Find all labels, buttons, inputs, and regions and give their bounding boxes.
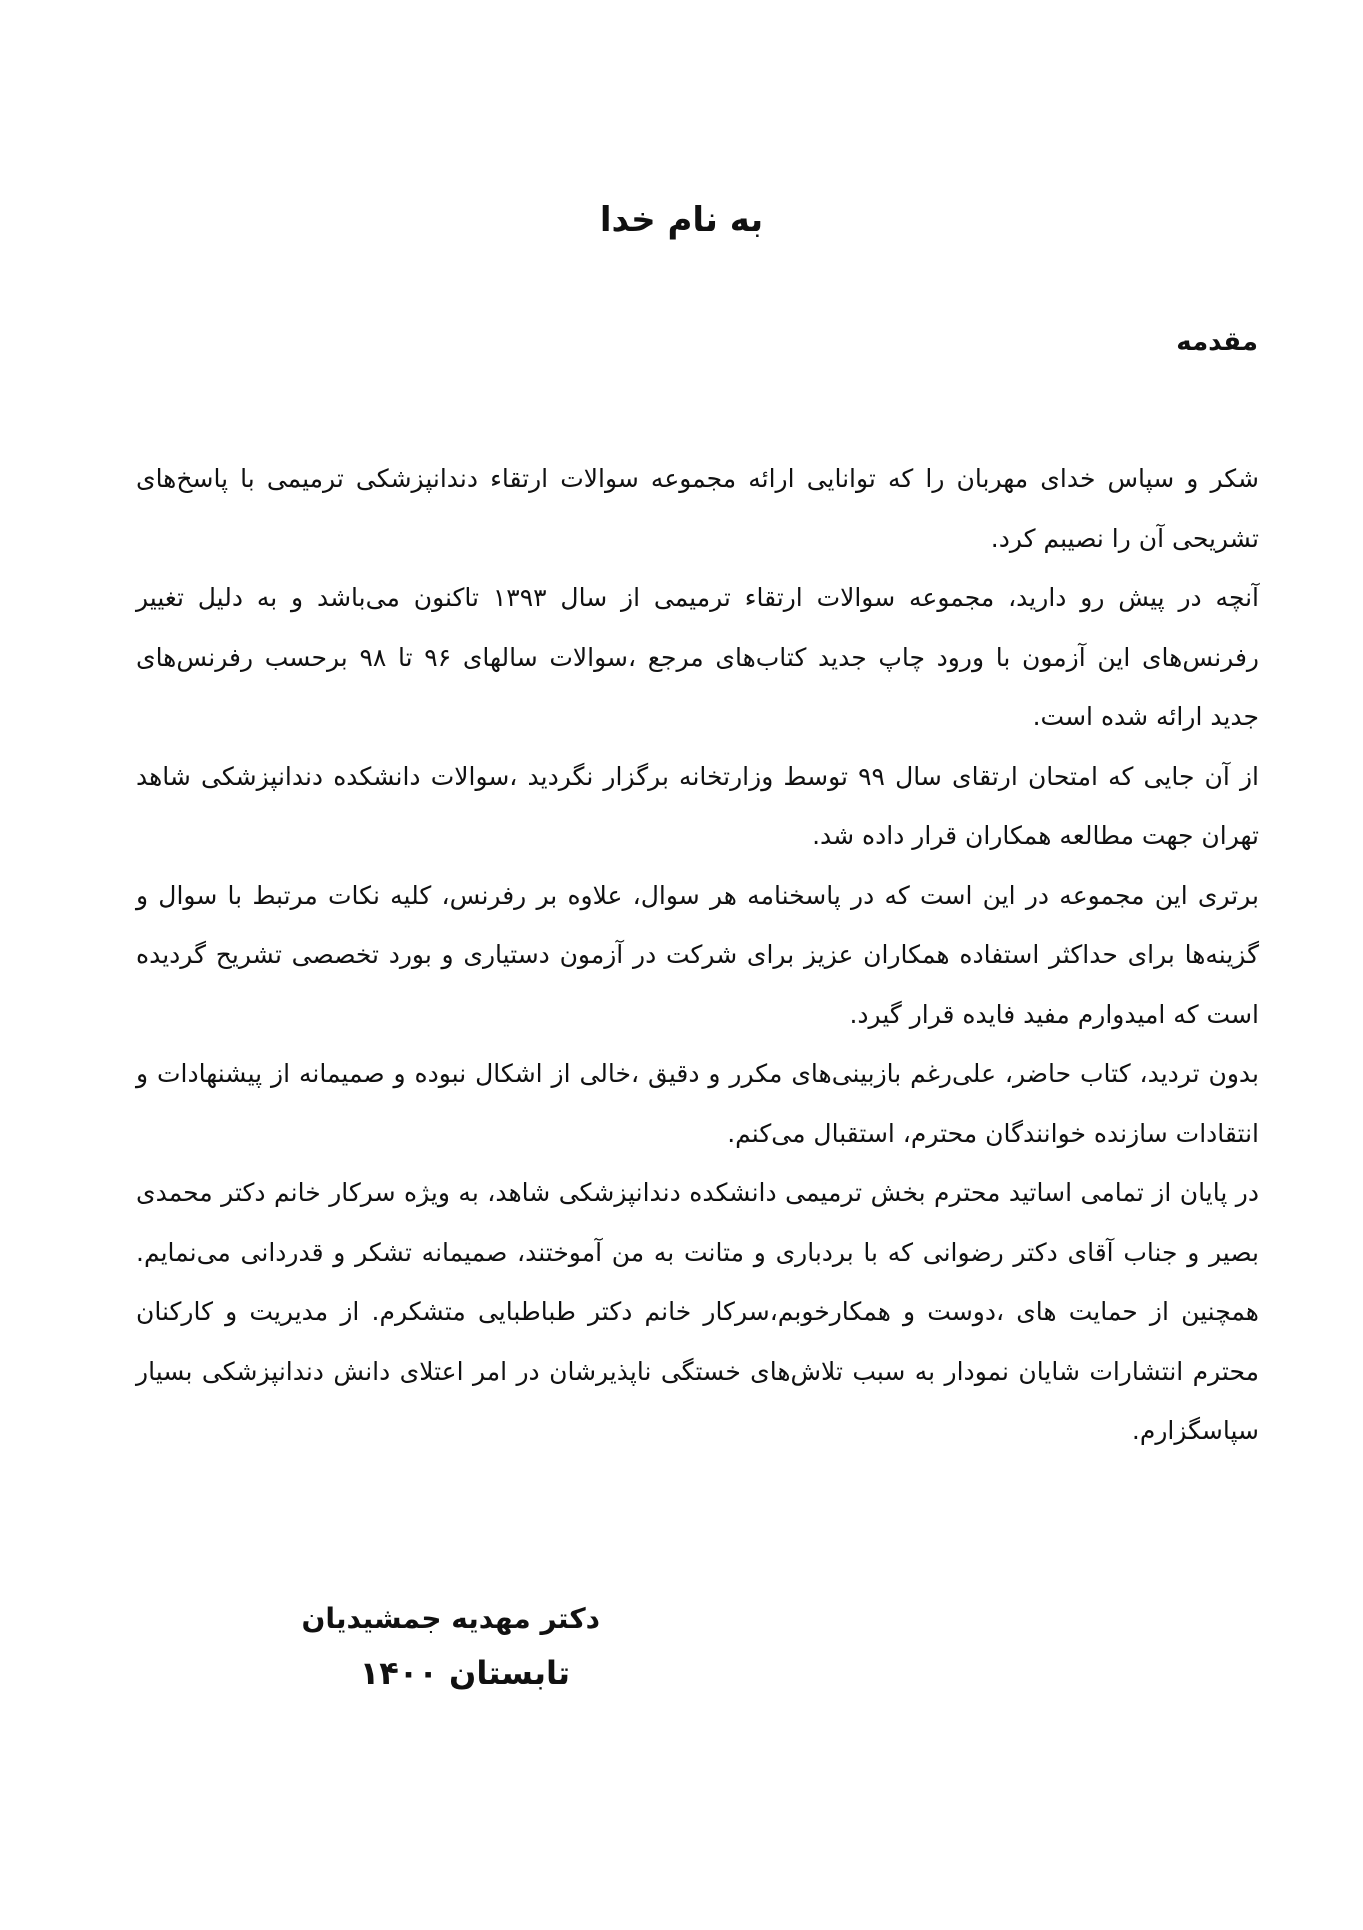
signature-name: دکتر مهدیه جمشیدیان (301, 1602, 600, 1635)
paragraph-3: از آن جایی که امتحان ارتقای سال ۹۹ توسط وزارتخانه برگزار نگردید ،سوالات دانشکده دندانپزشکی شاهد تهران جهت مطالعه همکاران قرار داده شد. (136, 761, 1260, 850)
paragraph-2: آنچه در پیش رو دارید، مجموعه سوالات ارتقاء ترمیمی از سال ۱۳۹۳ تاکنون می‌باشد و به دلیل تغییر رفرنس‌های این آزمون با ورود چاپ جدید کتاب‌های مرجع ،سوالات سالهای ۹۶ تا ۹۸ برحسب رفرنس‌های جدید ارائه شده است. (136, 583, 1259, 731)
page-title: به نام خدا (599, 200, 764, 240)
signature-block (200, 1593, 600, 1701)
section-heading: مقدمه (1176, 327, 1258, 357)
signature-date: تابستان ۱۴۰۰ (359, 1654, 570, 1692)
paragraph-6: در پایان از تمامی اساتید محترم بخش ترمیمی دانشکده دندانپزشکی شاهد، به ویژه سرکار خانم دکتر محمدی بصیر و جناب آقای دکتر رضوانی که با بردباری و متانت به من آموختند، صمیمانه تشکر و قدردانی می‌نمایم. همچنین از حمایت های ،دوست و همکارخوبم،سرکار خانم دکتر طباطبایی متشکرم. از مدیریت و کارکنان محترم انتشارات شایان نمودار به سبب تلاش‌های خستگی ناپذیرشان در امر اعتلای دانش دندانپزشکی بسیار سپاسگزارم. (136, 1178, 1259, 1445)
paragraph-5: بدون تردید، کتاب حاضر، علی‌رغم بازبینی‌های مکرر و دقیق ،خالی از اشکال نبوده و صمیمانه از پیشنهادات و انتقادات سازنده خوانندگان محترم، استقبال می‌کنم. (136, 1059, 1259, 1148)
paragraph-4: برتری این مجموعه در این است که در پاسخنامه هر سوال، علاوه بر رفرنس، کلیه نکات مرتبط با سوال و گزینه‌ها برای حداکثر استفاده همکاران عزیز برای شرکت در آزمون دستیاری و بورد تخصصی تشریح گردیده است که امیدوارم مفید فایده قرار گیرد. (136, 880, 1259, 1029)
body-text (136, 449, 1259, 1461)
paragraph-1: شکر و سپاس خدای مهربان را که توانایی ارائه مجموعه سوالات ارتقاء دندانپزشکی ترمیمی با پاسخ‌های تشریحی آن را نصیبم کرد. (136, 464, 1259, 553)
